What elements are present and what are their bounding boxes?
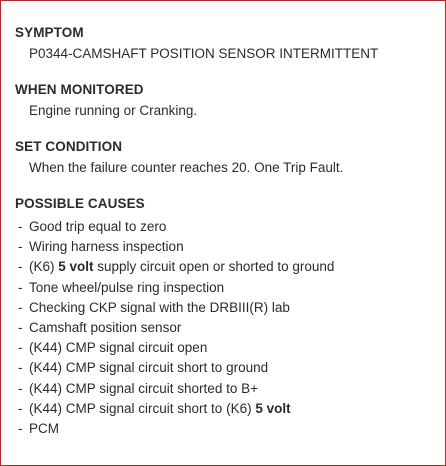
when-monitored-heading: WHEN MONITORED (15, 82, 144, 97)
set-condition-section (15, 139, 435, 176)
cause-text: Good trip equal to zero (29, 219, 167, 234)
bullet-dash: - (18, 420, 23, 436)
bullet-dash: - (18, 239, 23, 255)
bullet-dash: - (18, 219, 23, 234)
symptom-section (15, 25, 435, 62)
cause-text: Checking CKP signal with the DRBIII(R) lab (29, 299, 290, 315)
bullet-dash: - (18, 279, 23, 295)
bullet-dash: - (18, 340, 23, 356)
cause-text: Camshaft position sensor (29, 319, 182, 335)
set-condition-heading: SET CONDITION (15, 139, 123, 154)
document-content (15, 25, 435, 459)
symptom-heading: SYMPTOM (15, 25, 84, 40)
cause-text-post: supply circuit open or shorted to ground (93, 259, 335, 275)
cause-text-bold: 5 volt (255, 400, 291, 416)
bullet-dash: - (18, 380, 23, 396)
bullet-dash: - (18, 259, 23, 275)
cause-item (15, 257, 435, 277)
cause-item (15, 358, 435, 378)
cause-item (15, 399, 435, 419)
symptom-text: P0344-CAMSHAFT POSITION SENSOR INTERMITTENT (29, 46, 379, 61)
possible-causes-heading: POSSIBLE CAUSES (15, 196, 145, 211)
cause-text (29, 257, 334, 277)
possible-causes-section (15, 196, 435, 439)
cause-item (15, 217, 435, 237)
bullet-dash: - (18, 400, 23, 416)
bullet-dash: - (18, 360, 23, 376)
cause-item (15, 338, 435, 358)
cause-item (15, 318, 435, 338)
bullet-dash: - (18, 319, 23, 335)
bullet-dash: - (18, 299, 23, 315)
cause-item (15, 237, 435, 257)
possible-causes-list (15, 217, 435, 439)
cause-text: (K44) CMP signal circuit short to ground (29, 360, 269, 376)
cause-item (15, 379, 435, 399)
cause-text: PCM (29, 420, 59, 436)
cause-text-pre: (K44) CMP signal circuit short to (K6) (29, 400, 256, 416)
cause-text: Wiring harness inspection (29, 239, 184, 255)
cause-text: (K44) CMP signal circuit shorted to B+ (29, 380, 258, 396)
cause-item (15, 298, 435, 318)
set-condition-text: When the failure counter reaches 20. One Trip Fault. (29, 160, 344, 175)
when-monitored-text: Engine running or Cranking. (29, 103, 198, 118)
cause-item (15, 278, 435, 298)
cause-text-pre: (K6) (29, 259, 59, 275)
cause-text: Tone wheel/pulse ring inspection (29, 279, 225, 295)
when-monitored-section (15, 82, 435, 119)
cause-item (15, 419, 435, 439)
cause-text-bold: 5 volt (58, 259, 94, 275)
cause-text: (K44) CMP signal circuit open (29, 340, 208, 356)
cause-text (29, 399, 291, 419)
